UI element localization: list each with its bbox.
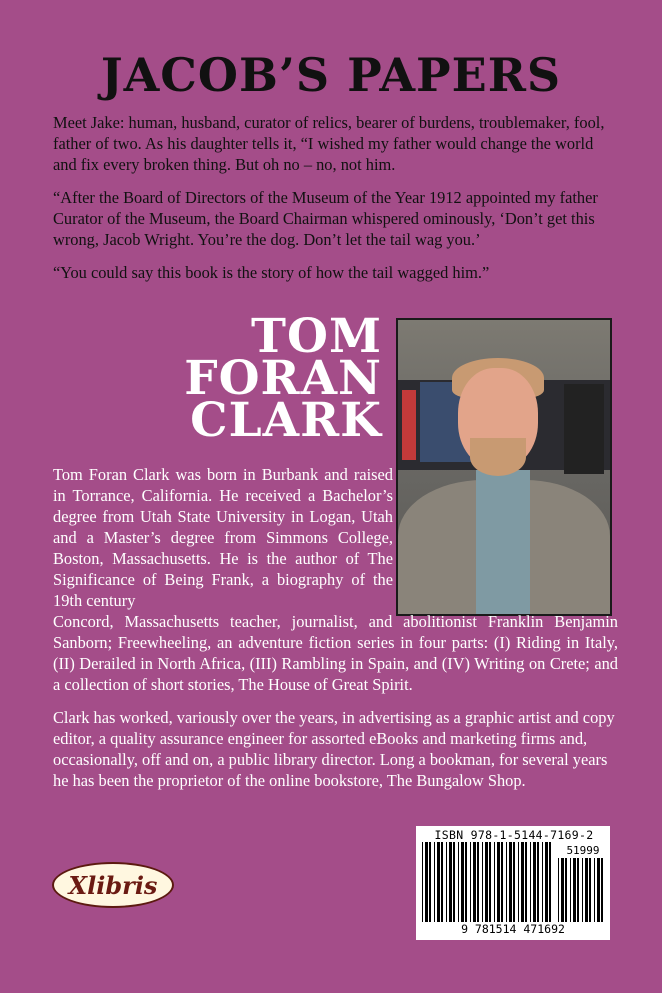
price-code: 51999 — [566, 844, 600, 857]
blurb-paragraph: “After the Board of Directors of the Museum of the Year 1912 appointed my father Curator of the Museum, the Board Chairman whispered ominously, ‘Don’t get this wrong, Jacob Wright. You’re the dog. Don’t let the tail wag you.’ — [53, 188, 598, 249]
author-first-name: TOM — [251, 309, 382, 364]
book-title: JACOB’S PAPERS — [100, 48, 562, 102]
ean-number: 9 781514 471692 — [461, 922, 565, 936]
isbn-label: ISBN 978-1-5144-7169-2 — [434, 828, 594, 842]
publisher-logo: Xlibris — [52, 862, 174, 908]
author-middle-name: FORAN — [184, 351, 382, 406]
isbn-barcode — [416, 826, 610, 940]
blurb-paragraph: Meet Jake: human, husband, curator of relics, bearer of burdens, troublemaker, fool, father of two. As his daughter tells it, “I wished my father would change the world and fix every broken thing. But oh no – no, not him. — [53, 113, 605, 174]
blurb-paragraph: “You could say this book is the story of how the tail wagged him.” — [53, 263, 490, 282]
bio-paragraph: Clark has worked, variously over the years, in advertising as a graphic artist and copy editor, a quality assurance engineer for assorted eBooks and marketing firms and, occasionally, off and on, a public library director. Long a bookman, for several years he has been the proprietor of the online bookstore, The Bungalow Shop. — [53, 708, 615, 790]
author-last-name: CLARK — [190, 393, 382, 448]
blurb — [53, 112, 618, 295]
bio-text-wide: Concord, Massachusetts teacher, journalist, and abolitionist Franklin Benjamin Sanborn; Freewheeling, an adventure fiction series in four parts: (I) Riding in Italy, (II) Derailed in North Africa, (III) Rambling in Spain, and (IV) Writing on Crete; and a collection of short stories, The House of Great Spirit. — [53, 612, 618, 694]
author-name — [150, 309, 382, 448]
author-bio — [53, 464, 618, 803]
bio-paragraph — [53, 464, 618, 695]
bio-text-narrow: Tom Foran Clark was born in Burbank and raised in Torrance, California. He received a Bachelor’s degree from Utah State University in Logan, Utah and a Master’s degree from Simmons College, Boston, Massachusetts. He is the author of The Significance of Being Frank, a biography of the 19th century — [53, 465, 393, 610]
price-barcode-bars — [558, 858, 608, 922]
barcode-bars — [422, 842, 556, 922]
